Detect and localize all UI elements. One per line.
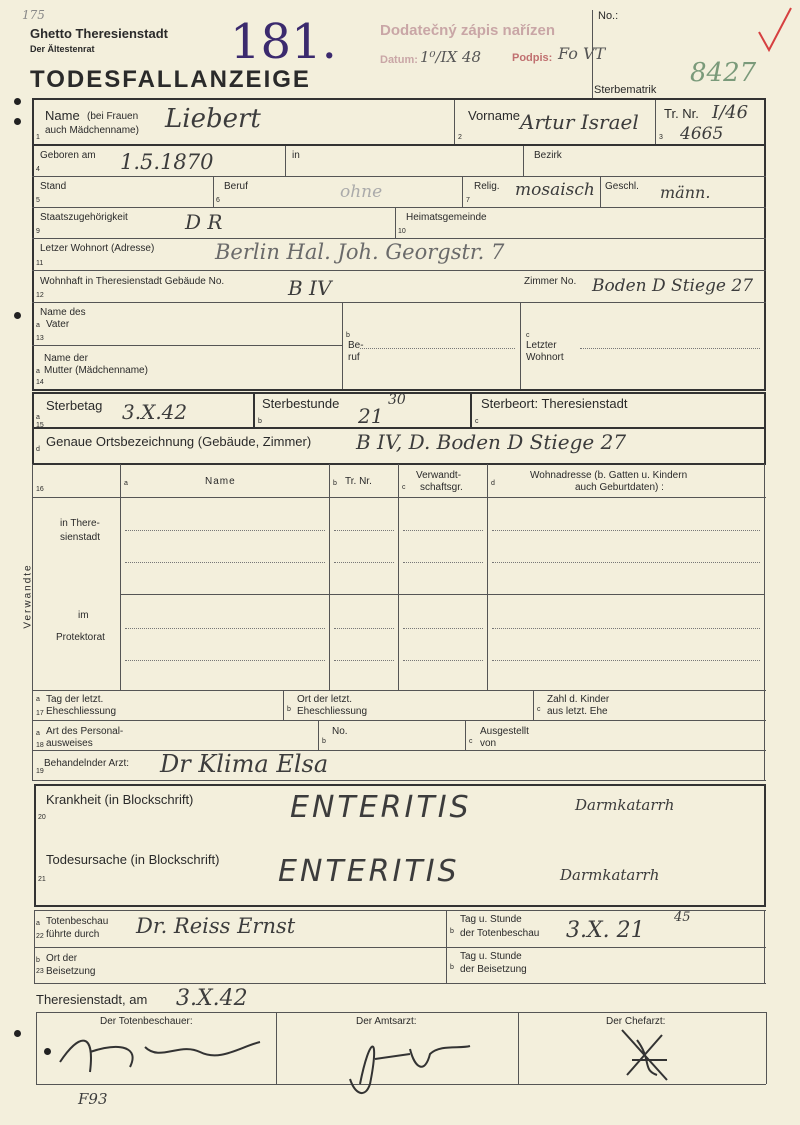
totenbeschauer-sig-label: Der Totenbeschauer: [100, 1016, 193, 1027]
punch-hole [14, 312, 21, 319]
name-value: Liebert [165, 104, 261, 134]
stamp-podpis-value: Fo VT [558, 44, 606, 63]
im-protektorat-label-2: Protektorat [56, 632, 105, 643]
name-label-small: (bei Frauen [87, 111, 139, 122]
ort-eheschliessung-label-1: Ort der letzt. [297, 694, 353, 705]
im-protektorat-label-1: im [78, 610, 89, 621]
stamp-text: Dodatečný zápis nařízen [380, 22, 556, 39]
staats-label: Staatszugehörigkeit [40, 212, 128, 223]
geschl-value: männ. [660, 183, 711, 202]
mutter-label-1: Name der [44, 353, 88, 364]
tag-totenbeschau-minutes: 45 [674, 910, 691, 925]
sterbematrik-label: Sterbematrik [594, 84, 657, 96]
personalausweis-label-2: ausweises [46, 738, 93, 749]
relatives-col-verw-1: Verwandt- [416, 470, 462, 481]
check-mark-icon [755, 4, 795, 54]
tag-totenbeschau-label-1: Tag u. Stunde [460, 914, 522, 925]
trnr-value-1: I/46 [712, 102, 749, 123]
trnr-value-2: 4665 [680, 124, 724, 144]
bezirk-label: Bezirk [534, 150, 562, 161]
in-label: in [292, 150, 300, 161]
totenbeschauer-signature [50, 1022, 270, 1092]
tag-totenbeschau-value: 3.X. 21 [566, 918, 645, 943]
place-date-value: 3.X.42 [176, 986, 248, 1011]
wohnort-value: Berlin Hal. Joh. Georgstr. 7 [215, 240, 505, 264]
ort-beisetzung-label-1: Ort der [46, 953, 78, 964]
totenbeschau-value: Dr. Reiss Ernst [136, 914, 296, 938]
org-name: Ghetto Theresienstadt [30, 26, 168, 41]
ausgestellt-label-2: von [480, 738, 497, 749]
genaue-ortsbezeichnung-label: Genaue Ortsbezeichnung (Gebäude, Zimmer) [46, 434, 312, 449]
gebaeude-value: B IV [288, 276, 332, 300]
eltern-beruf-label-2: ruf [348, 352, 360, 363]
name-label-2: auch Mädchenname) [45, 125, 139, 136]
zimmer-value: Boden D Stiege 27 [592, 276, 754, 296]
relatives-col-verw-2: schaftsgr. [420, 482, 463, 493]
relatives-col-wohn-1: Wohnadresse (b. Gatten u. Kindern [530, 470, 688, 481]
punch-hole [14, 118, 21, 125]
letzter-wohnort-label-1: Letzter [526, 340, 557, 351]
totenbeschau-label-1: Totenbeschau [46, 916, 109, 927]
sterbematrik-value: 8427 [690, 58, 757, 88]
amtsarzt-signature [330, 1024, 480, 1104]
eltern-beruf-label-1: Be- [348, 340, 364, 351]
personalausweis-label-1: Art des Personal- [46, 726, 124, 737]
name-label: Name [45, 108, 80, 123]
no-label: No.: [598, 10, 619, 22]
krankheit-value: ENTERITIS [290, 790, 472, 825]
beruf-label: Beruf [224, 181, 248, 192]
krankheit-label: Krankheit (in Blockschrift) [46, 792, 194, 807]
tag-beisetzung-label-2: der Beisetzung [460, 964, 527, 975]
stamp-datum-label: Datum: [380, 54, 418, 66]
geboren-label: Geboren am [40, 150, 96, 161]
wohnort-label: Letzer Wohnort (Adresse) [40, 243, 155, 254]
ort-beisetzung-label-2: Beisetzung [46, 966, 96, 977]
genaue-ortsbezeichnung-value: B IV, D. Boden D Stiege 27 [356, 430, 627, 454]
tag-totenbeschau-label-2: der Totenbeschau [460, 928, 540, 939]
stamp-datum-value: 1⁰/IX 48 [420, 48, 482, 66]
in-theresienstadt-label-2: sienstadt [60, 532, 101, 543]
place-date-label: Theresienstadt, am [36, 992, 148, 1007]
vorname-value: Artur Israel [520, 110, 639, 134]
zimmer-label: Zimmer No. [524, 276, 577, 287]
todesursache-value: ENTERITIS [278, 854, 460, 889]
zahl-kinder-label-1: Zahl d. Kinder [547, 694, 610, 705]
punch-hole [14, 98, 21, 105]
amtsarzt-sig-label: Der Amtsarzt: [356, 1016, 417, 1027]
ort-eheschliessung-label-2: Eheschliessung [297, 706, 368, 717]
trnr-label: Tr. Nr. [664, 106, 699, 121]
heimat-label: Heimatsgemeinde [406, 212, 487, 223]
org-council: Der Ältestenrat [30, 44, 95, 54]
arzt-value: Dr Klima Elsa [160, 750, 329, 778]
tag-eheschliessung-label-2: Eheschliessung [46, 706, 117, 717]
punch-hole [14, 1030, 21, 1037]
arzt-label: Behandelnder Arzt: [44, 758, 130, 769]
chefarzt-signature [612, 1020, 682, 1090]
tag-eheschliessung-label-1: Tag der letzt. [46, 694, 104, 705]
relatives-col-name: Name [205, 476, 236, 487]
sterbetag-label: Sterbetag [46, 398, 103, 413]
vater-label-2: Vater [46, 319, 70, 330]
totenbeschau-label-2: führte durch [46, 929, 100, 940]
sterbeort-label: Sterbeort: Theresienstadt [481, 396, 628, 411]
beruf-value: ohne [340, 182, 383, 202]
document-title: TODESFALLANZEIGE [30, 66, 311, 93]
relig-label: Relig. [474, 181, 500, 192]
relatives-col-wohn-2: auch Geburtdaten) : [575, 482, 664, 493]
chefarzt-sig-label: Der Chefarzt: [606, 1016, 666, 1027]
krankheit-note: Darmkatarrh [575, 796, 675, 814]
tag-beisetzung-label-1: Tag u. Stunde [460, 951, 522, 962]
sterbestunde-label: Sterbestunde [262, 396, 340, 411]
vorname-label: Vorname [468, 108, 521, 123]
stand-label: Stand [40, 181, 67, 192]
page-number: 181. [230, 14, 337, 70]
bottom-note: F93 [78, 1090, 108, 1108]
sterbestunde-value: 21 [358, 404, 384, 428]
letzter-wohnort-label-2: Wohnort [526, 352, 564, 363]
staats-value: D R [185, 210, 223, 234]
vater-label-1: Name des [40, 307, 86, 318]
in-theresienstadt-label-1: in There- [60, 518, 100, 529]
relatives-col-trnr: Tr. Nr. [345, 476, 372, 487]
zahl-kinder-label-2: aus letzt. Ehe [547, 706, 608, 717]
geboren-value: 1.5.1870 [120, 150, 214, 174]
stamp-podpis-label: Podpis: [512, 52, 553, 64]
relig-value: mosaisch [515, 180, 595, 200]
verwandte-side-label: Verwandte [22, 563, 34, 629]
todesursache-label: Todesursache (in Blockschrift) [46, 852, 220, 867]
geschl-label: Geschl. [605, 181, 639, 192]
ausweis-no-label: No. [332, 726, 348, 737]
ausgestellt-label-1: Ausgestellt [480, 726, 529, 737]
corner-number: 175 [22, 8, 45, 22]
mutter-label-2: Mutter (Mädchenname) [44, 365, 148, 376]
sterbestunde-minutes: 30 [388, 392, 406, 408]
todesursache-note: Darmkatarrh [560, 866, 660, 884]
gebaeude-label: Wohnhaft in Theresienstadt Gebäude No. [40, 276, 225, 287]
sterbetag-value: 3.X.42 [122, 400, 188, 424]
